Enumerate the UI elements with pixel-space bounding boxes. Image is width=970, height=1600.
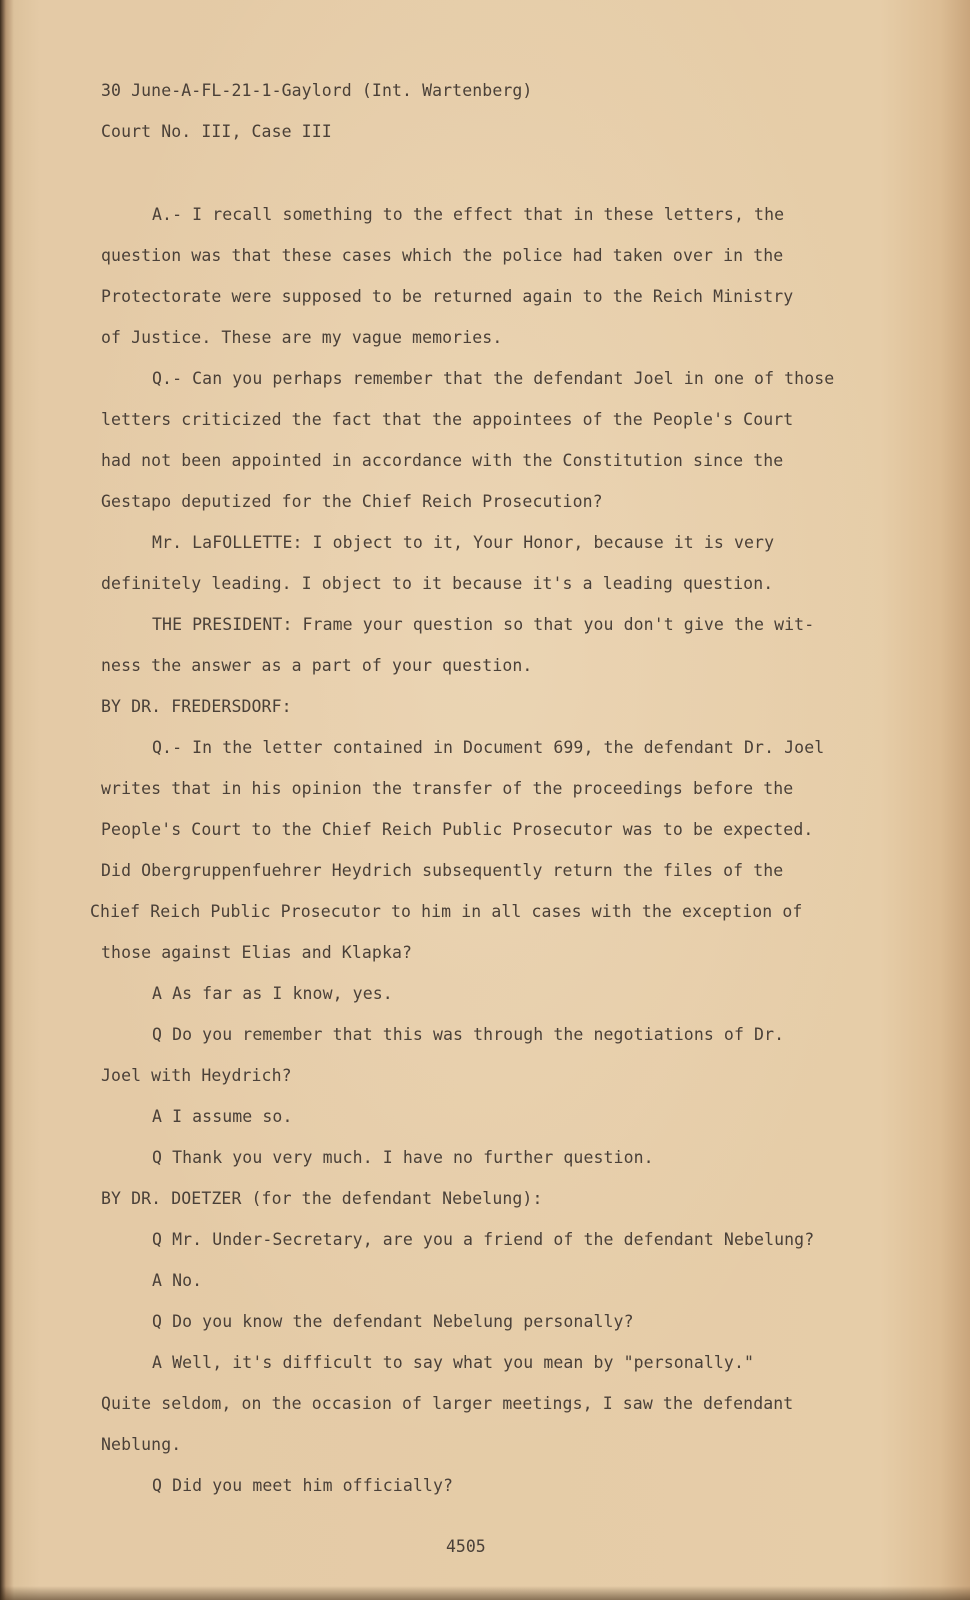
transcript-line: BY DR. DOETZER (for the defendant Nebelung): [101,1189,543,1208]
transcript-line: A I assume so. [152,1107,293,1126]
transcript-line: A.- I recall something to the effect that in these letters, the [152,205,785,224]
transcript-line: A As far as I know, yes. [152,984,393,1003]
transcript-line: Quite seldom, on the occasion of larger meetings, I saw the defendant [101,1394,794,1413]
transcript-line: had not been appointed in accordance with the Constitution since the [101,451,784,470]
transcript-line: Q Mr. Under-Secretary, are you a friend of the defendant Nebelung? [152,1230,815,1249]
transcript-line: Protectorate were supposed to be returned again to the Reich Ministry [101,287,794,306]
transcript-line: ness the answer as a part of your question. [101,656,533,675]
transcript-line: Gestapo deputized for the Chief Reich Prosecution? [101,492,603,511]
transcript-line: Did Obergruppenfuehrer Heydrich subsequently return the files of the [101,861,784,880]
transcript-line: A Well, it's difficult to say what you mean by "personally." [152,1353,755,1372]
transcript-line: People's Court to the Chief Reich Public Prosecutor was to be expected. [101,820,814,839]
transcript-line: Q Do you know the defendant Nebelung personally? [152,1312,634,1331]
transcript-line: A No. [152,1271,203,1290]
transcript-line: those against Elias and Klapka? [101,943,413,962]
transcript-line: question was that these cases which the police had taken over in the [101,246,784,265]
transcript-line: Mr. LaFOLLETTE: I object to it, Your Honor, because it is very [152,533,775,552]
transcript-line: THE PRESIDENT: Frame your question so that you don't give the wit- [152,615,815,634]
transcript-line: BY DR. FREDERSDORF: [101,697,292,716]
transcript-line: definitely leading. I object to it because it's a leading question. [101,574,774,593]
transcript-line: Q Do you remember that this was through the negotiations of Dr. [152,1025,785,1044]
transcript-line: Joel with Heydrich? [101,1066,292,1085]
transcript-line: Q Thank you very much. I have no further question. [152,1148,654,1167]
transcript-line: letters criticized the fact that the appointees of the People's Court [101,410,794,429]
page-number: 4505 [446,1537,486,1556]
transcript-line: Neblung. [101,1435,182,1454]
transcript-line: Q.- Can you perhaps remember that the defendant Joel in one of those [152,369,835,388]
header-line-2: Court No. III, Case III [101,122,332,141]
transcript-line: Chief Reich Public Prosecutor to him in all cases with the exception of [90,902,803,921]
transcript-line: Q.- In the letter contained in Document 699, the defendant Dr. Joel [152,738,825,757]
header-line-1: 30 June-A-FL-21-1-Gaylord (Int. Wartenberg) [101,81,533,100]
transcript-line: Q Did you meet him officially? [152,1476,454,1495]
transcript-line: writes that in his opinion the transfer of the proceedings before the [101,779,794,798]
transcript-line: of Justice. These are my vague memories. [101,328,503,347]
